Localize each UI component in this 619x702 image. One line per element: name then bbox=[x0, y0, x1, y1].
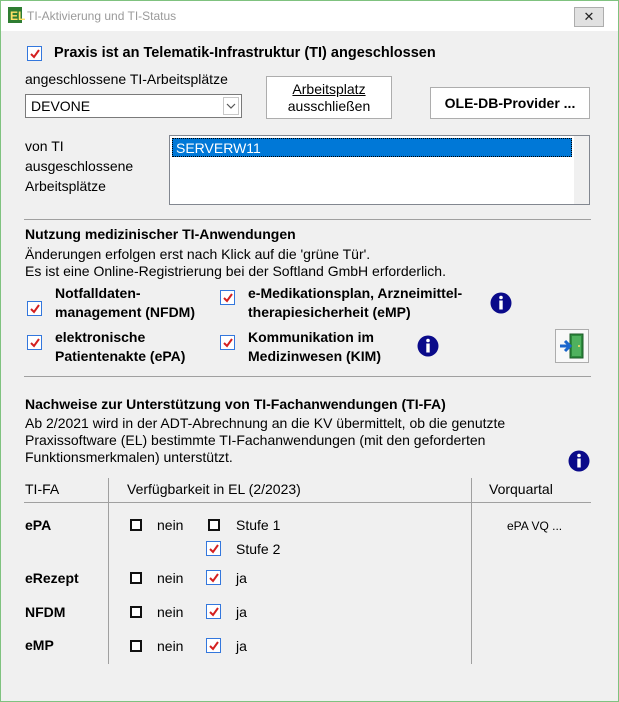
checkmark-icon bbox=[208, 543, 220, 555]
info-icon[interactable] bbox=[490, 292, 512, 314]
nfdm-label-line1: Notfalldaten- bbox=[55, 285, 141, 301]
epa-label bbox=[55, 328, 185, 366]
epa-stufe2-label: Stufe 2 bbox=[236, 541, 281, 557]
checkmark-icon bbox=[29, 303, 41, 315]
divider bbox=[24, 376, 591, 377]
emp-label-line2: therapiesicherheit (eMP) bbox=[248, 304, 411, 320]
checkmark-icon bbox=[222, 292, 234, 304]
nfdm-checkbox[interactable] bbox=[27, 301, 42, 316]
excluded-label-line3: Arbeitsplätze bbox=[25, 178, 106, 194]
exclude-workstation-button[interactable] bbox=[266, 76, 392, 119]
column-divider bbox=[471, 478, 472, 664]
excluded-label-line1: von TI bbox=[25, 138, 64, 154]
checkmark-icon bbox=[222, 337, 234, 349]
praxis-label: Praxis ist an Telematik-Infrastruktur (TI) angeschlossen bbox=[54, 45, 436, 61]
row-emp-name: eMP bbox=[25, 637, 54, 653]
nfdm-nein-checkbox[interactable] bbox=[130, 606, 142, 618]
oledb-provider-button[interactable]: OLE-DB-Provider ... bbox=[430, 87, 590, 119]
erezept-ja-checkbox[interactable] bbox=[206, 570, 221, 585]
arbeitsplatz-select[interactable] bbox=[25, 94, 242, 118]
epa-label-line2: Patientenakte (ePA) bbox=[55, 348, 186, 364]
arbeitsplaetze-label: angeschlossene TI-Arbeitsplätze bbox=[25, 71, 228, 87]
svg-text:EL: EL bbox=[10, 9, 26, 23]
col-tifa-header: TI-FA bbox=[25, 481, 60, 497]
nachweise-text-1: Ab 2/2021 wird in der ADT-Abrechnung an die KV übermittelt, ob die genutzte bbox=[25, 415, 506, 431]
emp-nein-checkbox[interactable] bbox=[130, 640, 142, 652]
epa-stufe1-checkbox[interactable] bbox=[208, 519, 220, 531]
col-vorquartal-header: Vorquartal bbox=[489, 481, 553, 497]
erezept-nein-label: nein bbox=[157, 570, 184, 586]
epa-label-line1: elektronische bbox=[55, 329, 146, 345]
kim-label bbox=[248, 328, 381, 366]
table-header-divider bbox=[24, 502, 591, 503]
arbeitsplatz-select-value: DEVONE bbox=[31, 98, 91, 114]
epa-checkbox[interactable] bbox=[27, 335, 42, 350]
nutzung-text-2: Es ist eine Online-Registrierung bei der Softland GmbH erforderlich. bbox=[25, 263, 446, 279]
checkmark-icon bbox=[29, 337, 41, 349]
nachweise-text-2: Praxissoftware (EL) bestimmte TI-Fachanwendungen (mit den geforderten bbox=[25, 432, 486, 448]
list-item[interactable] bbox=[172, 138, 572, 157]
app-icon bbox=[8, 7, 26, 23]
excluded-label-line2: ausgeschlossene bbox=[25, 158, 134, 174]
info-icon[interactable] bbox=[568, 450, 590, 472]
excluded-listbox[interactable] bbox=[169, 135, 590, 205]
door-exit-icon bbox=[557, 331, 587, 361]
row-epa-name: ePA bbox=[25, 517, 52, 533]
nfdm-ja-checkbox[interactable] bbox=[206, 604, 221, 619]
excluded-label bbox=[25, 136, 133, 196]
divider bbox=[24, 219, 591, 220]
emp-ja-label: ja bbox=[236, 638, 247, 654]
window-title: TI-Aktivierung und TI-Status bbox=[27, 9, 177, 23]
checkmark-icon bbox=[208, 572, 220, 584]
green-door-button[interactable] bbox=[555, 329, 589, 363]
checkmark-icon bbox=[208, 640, 220, 652]
praxis-checkbox[interactable] bbox=[27, 46, 42, 61]
epa-nein-checkbox[interactable] bbox=[130, 519, 142, 531]
checkmark-icon bbox=[29, 48, 41, 60]
nfdm-ja-label: ja bbox=[236, 604, 247, 620]
emp-label bbox=[248, 284, 462, 322]
checkmark-icon bbox=[208, 606, 220, 618]
kim-checkbox[interactable] bbox=[220, 335, 235, 350]
epa-stufe2-checkbox[interactable] bbox=[206, 541, 221, 556]
nutzung-heading: Nutzung medizinischer TI-Anwendungen bbox=[25, 226, 296, 242]
exclude-button-line2: ausschließen bbox=[287, 98, 371, 114]
info-icon[interactable] bbox=[417, 335, 439, 357]
epa-vorquartal-link[interactable]: ePA VQ ... bbox=[507, 519, 563, 533]
epa-stufe1-label: Stufe 1 bbox=[236, 517, 281, 533]
nfdm-nein-label: nein bbox=[157, 604, 184, 620]
erezept-nein-checkbox[interactable] bbox=[130, 572, 142, 584]
emp-checkbox[interactable] bbox=[220, 290, 235, 305]
erezept-ja-label: ja bbox=[236, 570, 247, 586]
chevron-down-icon bbox=[224, 98, 238, 114]
nutzung-text-1: Änderungen erfolgen erst nach Klick auf die 'grüne Tür'. bbox=[25, 246, 371, 262]
close-button[interactable]: ✕ bbox=[574, 7, 604, 27]
nfdm-label-line2: management (NFDM) bbox=[55, 304, 196, 320]
list-item-label: SERVERW11 bbox=[176, 140, 261, 156]
emp-label-line1: e-Medikationsplan, Arzneimittel- bbox=[248, 285, 463, 301]
nachweise-heading: Nachweise zur Unterstützung von TI-Fachanwendungen (TI-FA) bbox=[25, 396, 446, 412]
scrollbar[interactable] bbox=[574, 136, 589, 204]
row-nfdm-name: NFDM bbox=[25, 604, 66, 620]
epa-nein-label: nein bbox=[157, 517, 184, 533]
nfdm-label bbox=[55, 284, 195, 322]
column-divider bbox=[108, 478, 109, 664]
kim-label-line1: Kommunikation im bbox=[248, 329, 375, 345]
col-verfuegbarkeit-header: Verfügbarkeit in EL (2/2023) bbox=[127, 481, 301, 497]
kim-label-line2: Medizinwesen (KIM) bbox=[248, 348, 382, 364]
dropdown-button[interactable] bbox=[223, 97, 239, 115]
nachweise-text-3: Funktionsmerkmalen) unterstützt. bbox=[25, 449, 233, 465]
exclude-button-line1: Arbeitsplatz bbox=[292, 81, 366, 97]
title-bar bbox=[1, 1, 618, 31]
emp-ja-checkbox[interactable] bbox=[206, 638, 221, 653]
emp-nein-label: nein bbox=[157, 638, 184, 654]
row-erezept-name: eRezept bbox=[25, 570, 79, 586]
